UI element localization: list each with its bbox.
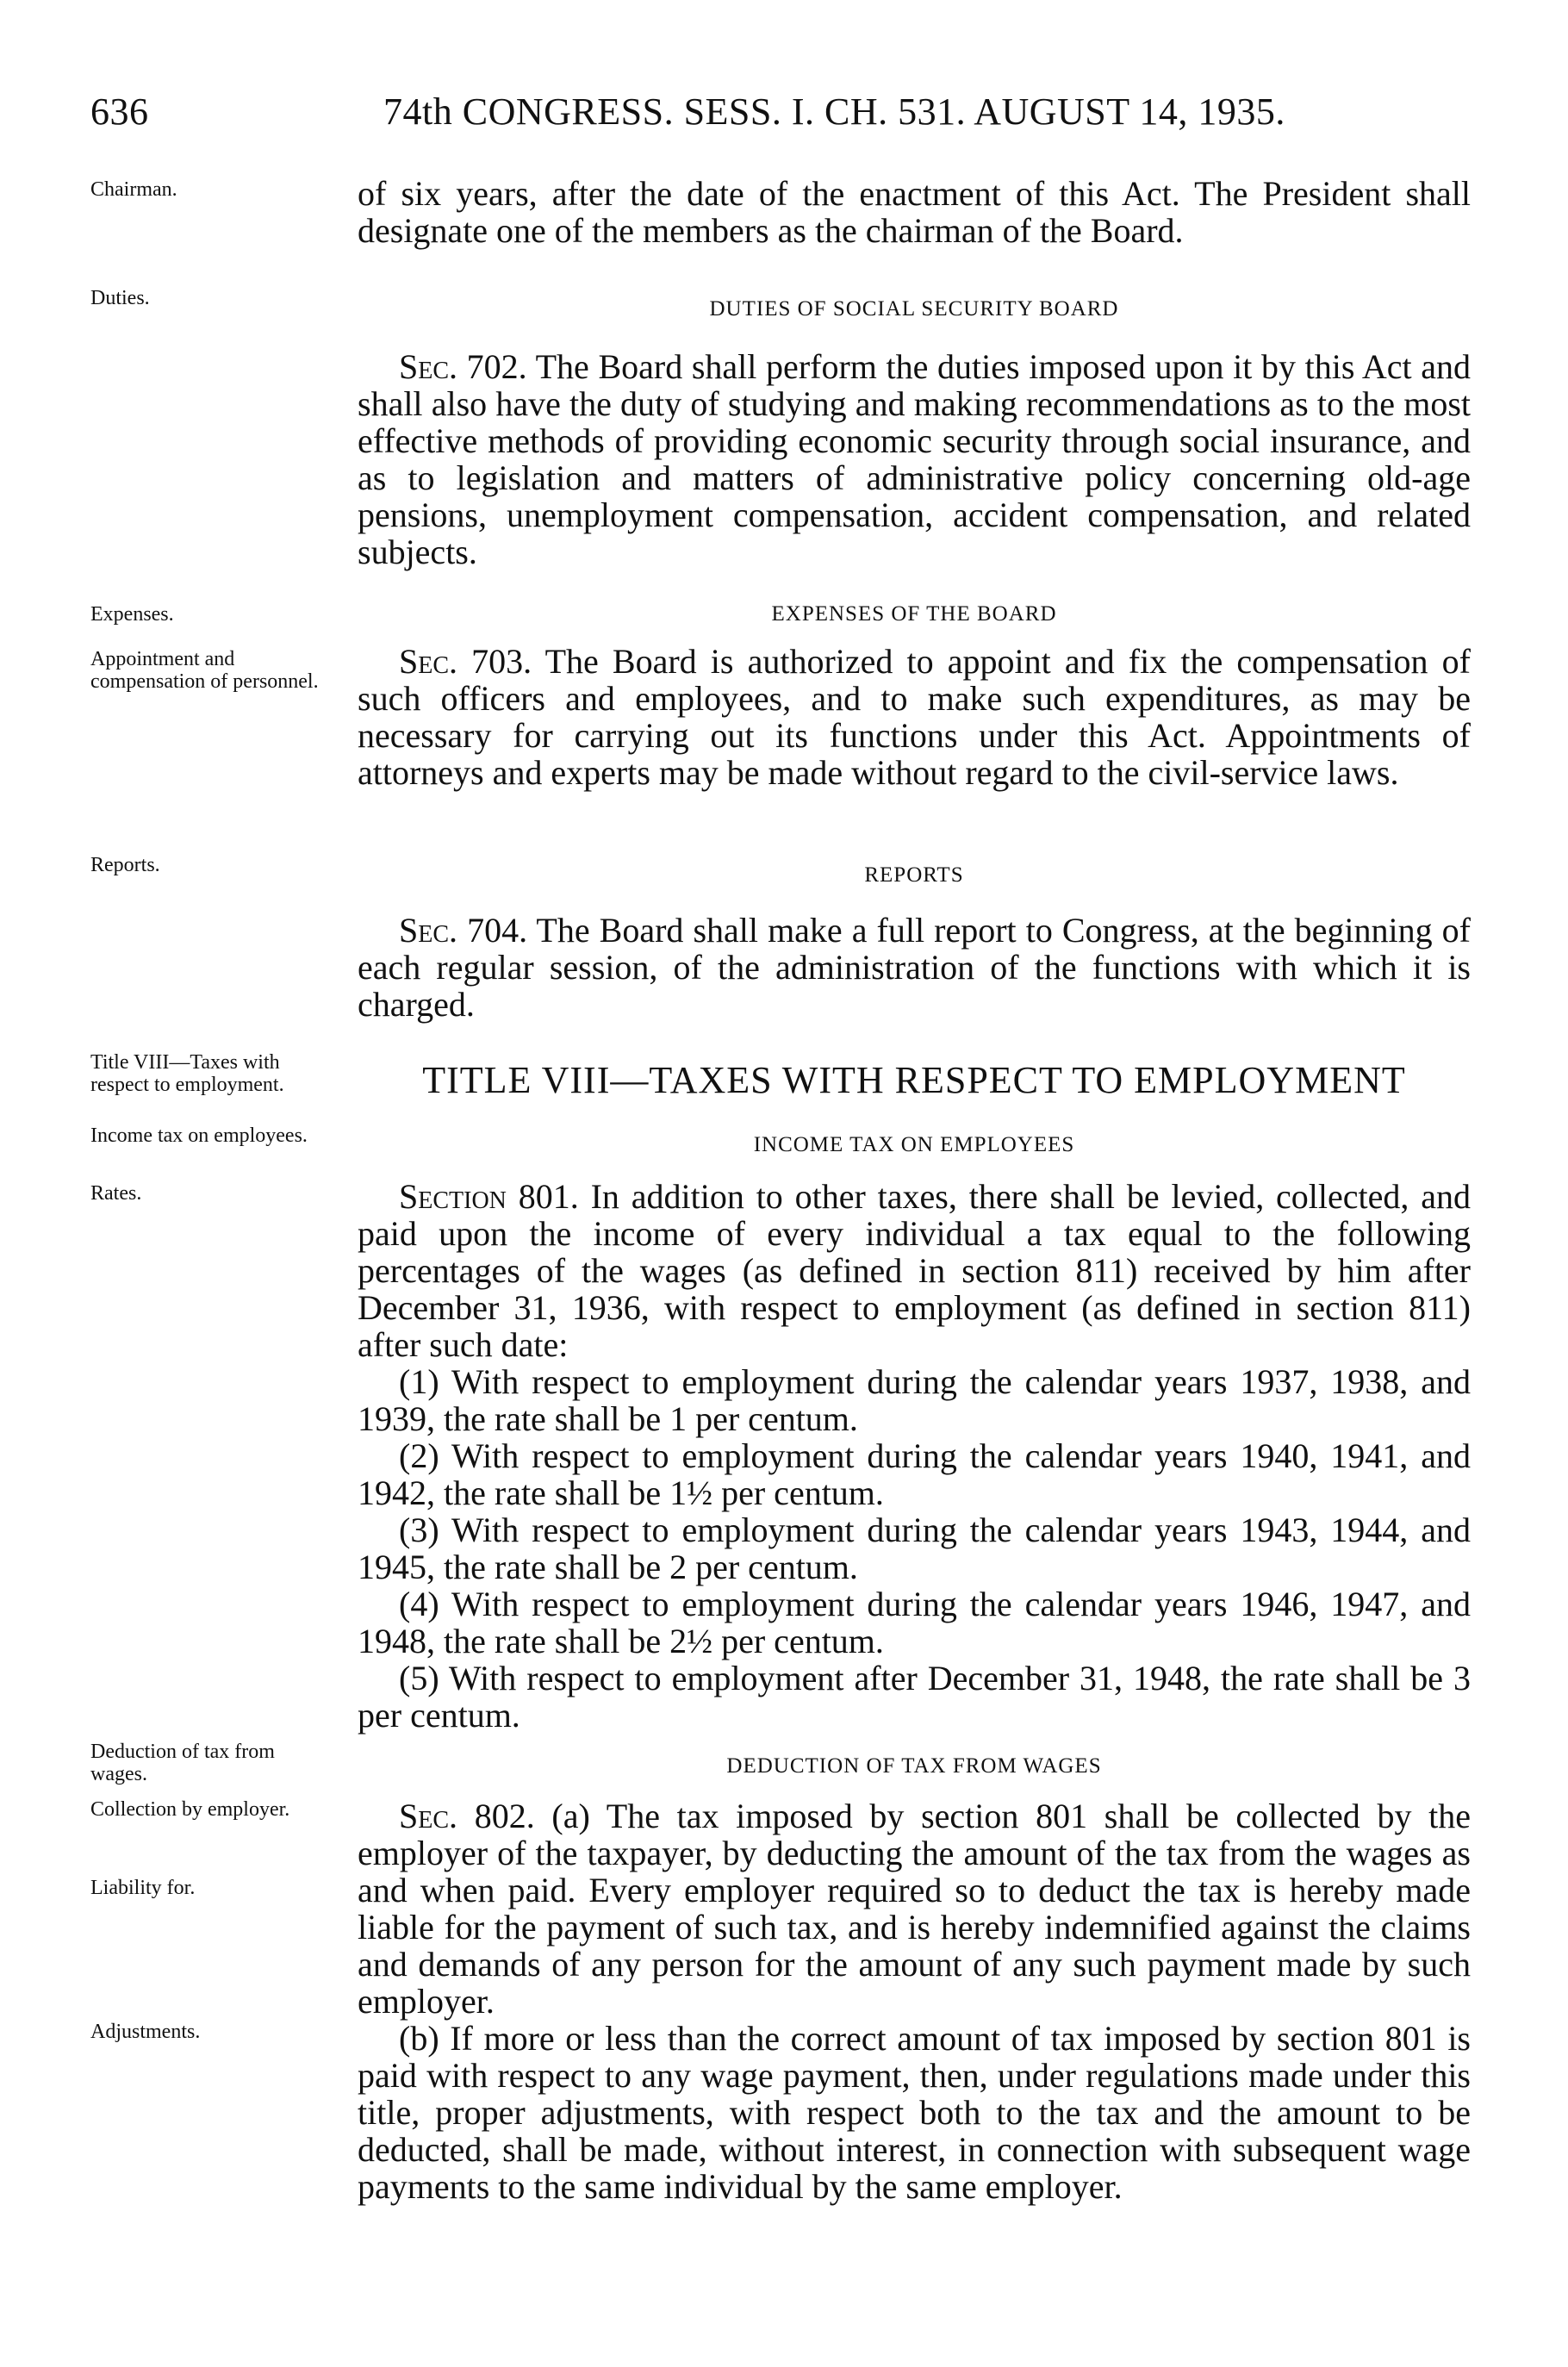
page-number: 636 bbox=[90, 90, 149, 133]
heading-duties: DUTIES OF SOCIAL SECURITY BOARD bbox=[709, 297, 1119, 321]
running-head: 74th CONGRESS. SESS. I. CH. 531. AUGUST 14, 1935. bbox=[383, 90, 1285, 133]
heading-expenses: EXPENSES OF THE BOARD bbox=[771, 602, 1057, 626]
sec-802-label: Sec. 802. bbox=[399, 1797, 535, 1835]
rate-1: (1) With respect to employment during the calendar years 1937, 1938, and 1939, the rate shall be 1 per centum. bbox=[358, 1362, 1471, 1438]
sec-802a-text: (a) The tax imposed by section 801 shall be collected by the employer of the taxpayer, by deducting the amount of the tax from the wages as and when paid. Every employer required so to deduct the tax is hereby made liable for the payment of such tax, and is hereby indemnified against the claims and demands of any person for the amount of any such payment made by such employer. bbox=[358, 1797, 1472, 2021]
margin-note-chairman: Chairman. bbox=[90, 178, 177, 201]
margin-note-income-tax: Income tax on employees. bbox=[90, 1124, 308, 1147]
sec-801-text: In addition to other taxes, there shall be levied, collected, and paid upon the income of every individual a tax equal to the following percentages of the wages (as defined in section 811) received by him after December 31, 1936, with respect to employment (as defined in section 811) after such date: bbox=[358, 1177, 1471, 1364]
heading-deduction: DEDUCTION OF TAX FROM WAGES bbox=[726, 1754, 1102, 1778]
margin-note-appointment: Appointment and compensation of personnel. bbox=[90, 648, 319, 693]
sec-802b-text: (b) If more or less than the correct amount of tax imposed by section 801 is paid with respect to any wage payment, then, under regulations made under this title, proper adjustments, with respect both to the tax and the amount to be deducted, shall be made, without interest, in connection with subsequent wage payments to the same individual by the same employer. bbox=[358, 2019, 1471, 2206]
margin-note-duties: Duties. bbox=[90, 287, 150, 309]
rate-5: (5) With respect to employment after December 31, 1948, the rate shall be 3 per centum. bbox=[358, 1659, 1471, 1735]
sec-703 bbox=[358, 643, 1471, 791]
sec-702-text: The Board shall perform the duties imposed upon it by this Act and shall also have the duty of studying and making recommendations as to the most effective methods of providing economic security through social insurance, and as to legislation and matters of administrative policy concerning old-age pensions, unemployment compensation, accident compensation, and related subjects. bbox=[358, 347, 1472, 571]
margin-note-expenses: Expenses. bbox=[90, 603, 174, 626]
sec-703-label: Sec. 703. bbox=[399, 642, 532, 681]
sec-704-label: Sec. 704. bbox=[399, 911, 528, 950]
margin-note-adjustments: Adjustments. bbox=[90, 2021, 201, 2043]
rate-4: (4) With respect to employment during the calendar years 1946, 1947, and 1948, the rate shall be 2½ per centum. bbox=[358, 1585, 1471, 1660]
margin-note-rates: Rates. bbox=[90, 1182, 142, 1205]
sec-801 bbox=[358, 1178, 1471, 1734]
sec-703-text: The Board is authorized to appoint and fix the compensation of such officers and employees, and to make such expenditures, as may be necessary for carrying out its functions under this Act. Appointments of attorneys and experts may be made without regard to the civil-service laws. bbox=[358, 642, 1472, 792]
sec-802 bbox=[358, 1797, 1471, 2205]
sec-701-tail-text: of six years, after the date of the enactment of this Act. The President shall designate one of the members as the chairman of the Board. bbox=[358, 174, 1471, 250]
rate-3: (3) With respect to employment during the calendar years 1943, 1944, and 1945, the rate shall be 2 per centum. bbox=[358, 1511, 1471, 1586]
sec-702 bbox=[358, 348, 1471, 570]
rate-2: (2) With respect to employment during the calendar years 1940, 1941, and 1942, the rate shall be 1½ per centum. bbox=[358, 1436, 1471, 1512]
margin-note-deduction: Deduction of tax from wages. bbox=[90, 1741, 275, 1785]
heading-reports: REPORTS bbox=[864, 863, 964, 887]
sec-801-label: Section 801. bbox=[399, 1177, 579, 1216]
sec-704-text: The Board shall make a full report to Congress, at the beginning of each regular session, of the administration of the functions with which it is charged. bbox=[358, 911, 1472, 1024]
margin-note-title-viii: Title VIII—Taxes with respect to employment. bbox=[90, 1051, 284, 1096]
title-viii-heading: TITLE VIII—TAXES WITH RESPECT TO EMPLOYMENT bbox=[422, 1059, 1406, 1101]
sec-701-tail bbox=[358, 175, 1471, 249]
sec-704 bbox=[358, 912, 1471, 1023]
margin-note-collection: Collection by employer. bbox=[90, 1798, 290, 1821]
heading-income-tax: INCOME TAX ON EMPLOYEES bbox=[753, 1133, 1075, 1156]
sec-702-label: Sec. 702. bbox=[399, 347, 527, 386]
margin-note-liability: Liability for. bbox=[90, 1877, 196, 1899]
margin-note-reports: Reports. bbox=[90, 854, 160, 876]
